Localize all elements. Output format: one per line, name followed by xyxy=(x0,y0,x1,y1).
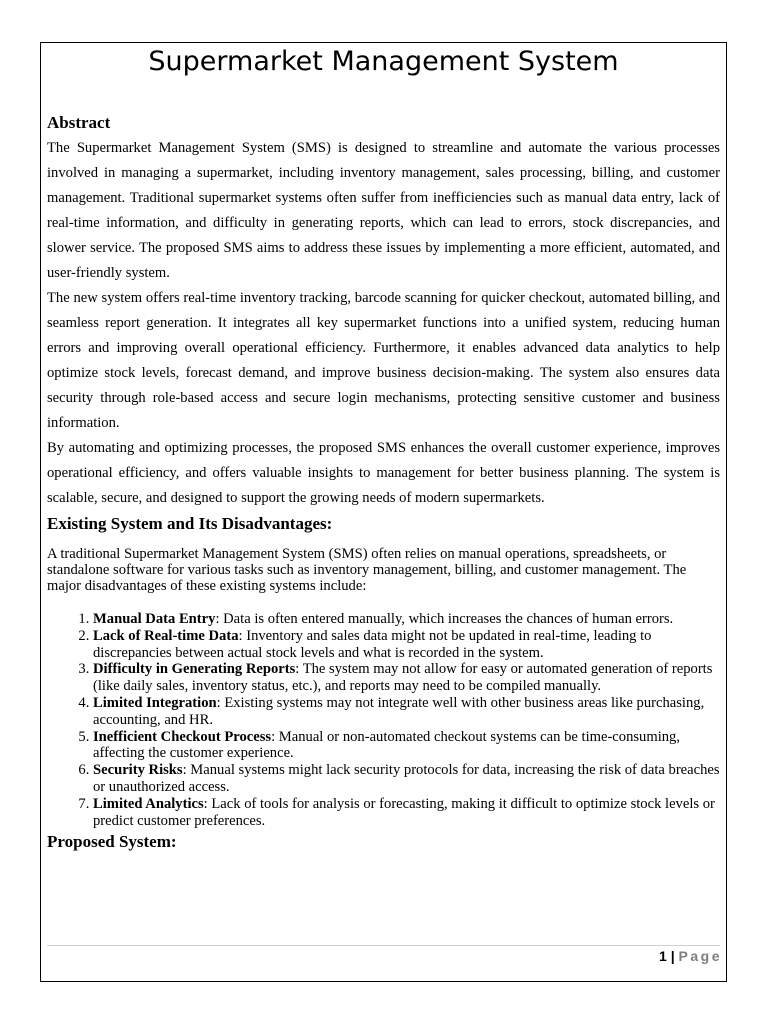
abstract-paragraph-1: The Supermarket Management System (SMS) is designed to streamline and automate the various processes involved in managing a supermarket, including inventory management, sales processing, billing, and customer management. Traditional supermarket systems often suffer from inefficiencies such as manual data entry, lack of real-time information, and difficulty in generating reports, which can lead to errors, stock discrepancies, and slower service. The proposed SMS aims to address these issues by implementing a more efficient, automated, and user-friendly system. xyxy=(47,140,720,281)
footer-separator: | xyxy=(670,948,675,964)
page-label: Page xyxy=(678,948,722,964)
list-item-term: Manual Data Entry xyxy=(93,611,216,627)
list-item xyxy=(93,796,720,830)
footer-divider xyxy=(47,945,720,946)
page-number: 1 xyxy=(659,948,667,964)
list-item-term: Limited Analytics xyxy=(93,795,204,812)
list-item-term: Security Risks xyxy=(93,762,183,779)
list-item xyxy=(93,695,720,729)
list-item-desc: : Inventory and sales data might not be updated in real-time, leading to discrepancies between actual stock levels and what is recorded in the system. xyxy=(93,627,652,661)
disadvantages-list xyxy=(47,611,720,829)
existing-system-heading: Existing System and Its Disadvantages: xyxy=(47,514,333,533)
list-item-term: Lack of Real-time Data xyxy=(93,627,239,644)
list-item xyxy=(93,762,720,796)
document-title: Supermarket Management System xyxy=(148,46,619,77)
list-item-desc: : Existing systems may not integrate well with other business areas like purchasing, accounting, and HR. xyxy=(93,694,705,728)
abstract-paragraph-3: By automating and optimizing processes, the proposed SMS enhances the overall customer experience, improves operational efficiency, and offers valuable insights to management for better business planning. The system is scalable, secure, and designed to support the growing needs of modern supermarkets. xyxy=(47,440,720,506)
list-item-desc: : Manual or non-automated checkout systems can be time-consuming, affecting the customer experience. xyxy=(93,728,681,762)
list-item-term: Limited Integration xyxy=(93,694,217,711)
proposed-system-heading: Proposed System: xyxy=(47,832,177,852)
page-footer xyxy=(659,947,722,965)
list-item xyxy=(93,661,720,695)
list-item-desc: : Manual systems might lack security protocols for data, increasing the risk of data breaches or unauthorized access. xyxy=(93,762,720,795)
list-item-term: Difficulty in Generating Reports xyxy=(93,661,296,678)
existing-system-intro: A traditional Supermarket Management System (SMS) often relies on manual operations, spreadsheets, or standalone software for various tasks such as inventory management, billing, and customer management. The major disadvantages of these existing systems include: xyxy=(47,546,687,594)
list-item xyxy=(93,729,720,763)
list-item-desc: : Data is often entered manually, which increases the chances of human errors. xyxy=(215,611,674,627)
list-item-desc: : The system may not allow for easy or automated generation of reports (like daily sales, inventory status, etc.), and reports may need to be compiled manually. xyxy=(93,661,713,695)
list-item-term: Inefficient Checkout Process xyxy=(93,728,272,745)
list-item-desc: : Lack of tools for analysis or forecasting, making it difficult to optimize stock levels or predict customer preferences. xyxy=(93,795,715,829)
list-item xyxy=(93,628,720,662)
list-item xyxy=(93,611,720,628)
abstract-paragraph-2: The new system offers real-time inventory tracking, barcode scanning for quicker checkout, automated billing, and seamless report generation. It integrates all key supermarket functions into a unified system, reducing human errors and improving overall operational efficiency. Furthermore, it enables advanced data analytics to help optimize stock levels, forecast demand, and improve business decision-making. The system also ensures data security through role-based access and secure login mechanisms, protecting sensitive customer and business information. xyxy=(47,290,720,431)
document-body xyxy=(47,110,720,855)
abstract-heading: Abstract xyxy=(47,113,111,132)
